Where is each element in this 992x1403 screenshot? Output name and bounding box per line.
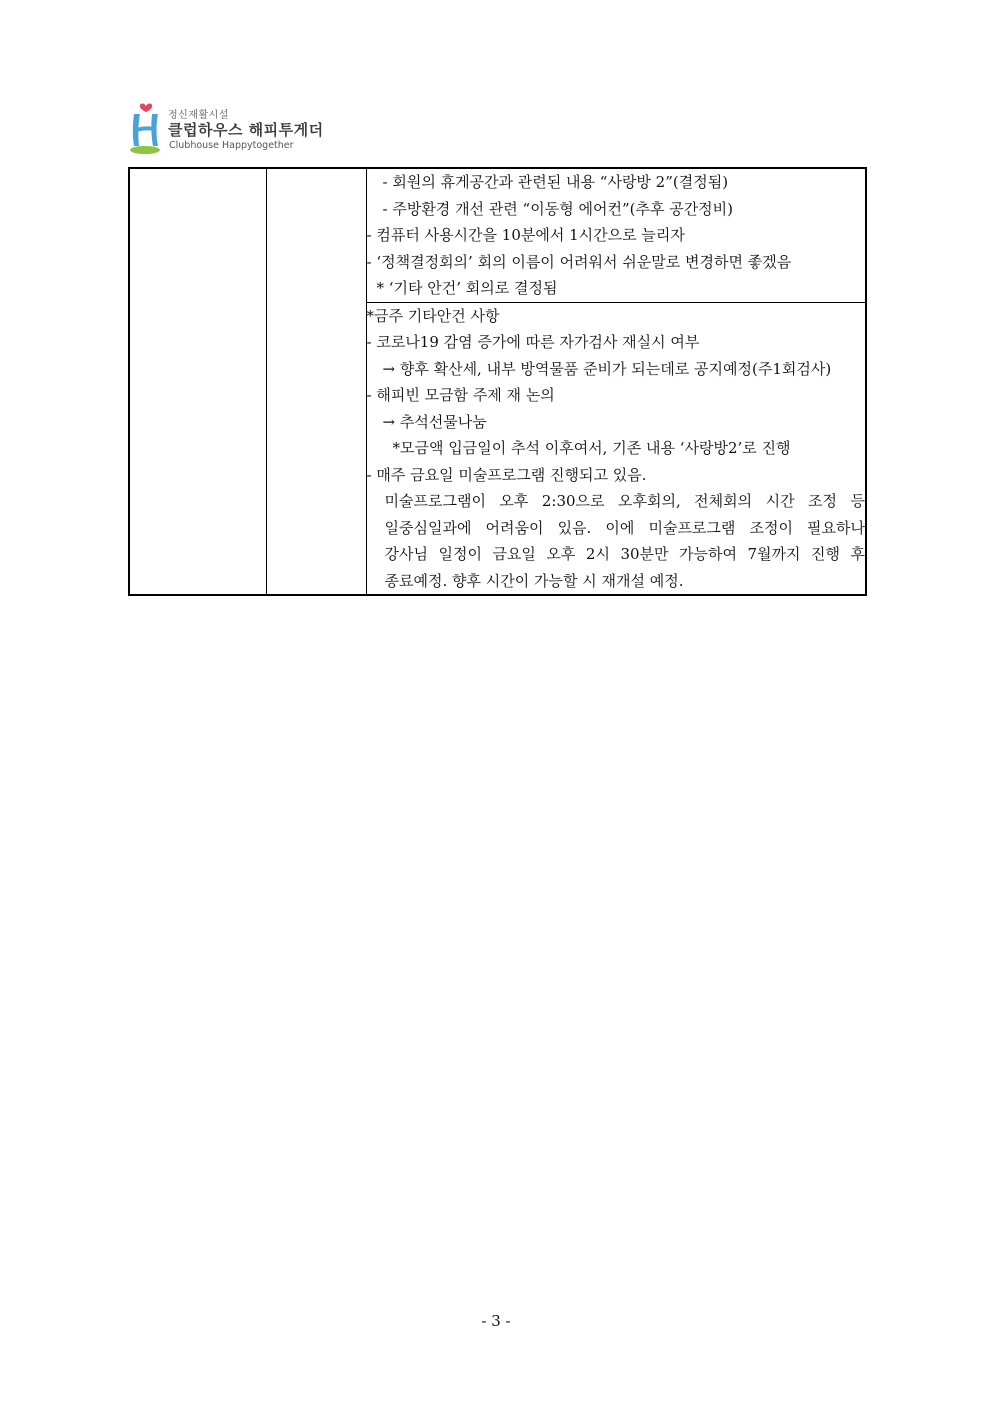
paragraph-line: 미술프로그램이 오후 2:30으로 오후회의, 전체회의 시간 조정 등 bbox=[384, 492, 865, 510]
list-item: - 주방환경 개선 관련 “이동형 에어컨”(추후 공간정비) bbox=[382, 199, 734, 218]
happytogether-logo-icon bbox=[128, 100, 168, 156]
list-item: → 추석선물나눔 bbox=[382, 412, 487, 431]
paragraph-line: 종료예정. 향후 시간이 가능할 시 재개설 예정. bbox=[384, 571, 684, 590]
decisions-cell bbox=[366, 168, 866, 302]
list-item: - ‘정책결정회의’ 회의 이름이 어려워서 쉬운말로 변경하면 좋겠음 bbox=[366, 252, 792, 271]
paragraph-line: 일중심일과에 어려움이 있음. 이에 미술프로그램 조정이 필요하나 bbox=[384, 518, 865, 537]
list-item: - 해피빈 모금함 주제 재 논의 bbox=[366, 386, 555, 404]
empty-cell-subcategory bbox=[266, 168, 366, 595]
table-row bbox=[129, 168, 866, 302]
list-item: *모금액 입금일이 추석 이후여서, 기존 내용 ‘사랑방2’로 진행 bbox=[392, 439, 791, 457]
list-item: - 컴퓨터 사용시간을 10분에서 1시간으로 늘리자 bbox=[366, 226, 685, 244]
empty-cell-category bbox=[129, 168, 266, 595]
logo-title: 클럽하우스 해피투게더 bbox=[168, 121, 324, 139]
page-number: - 3 - bbox=[481, 1312, 511, 1330]
other-agenda-cell bbox=[366, 302, 866, 595]
logo-subtitle: 정신재활시설 bbox=[168, 110, 229, 121]
logo-english-name: Clubhouse Happytogether bbox=[169, 140, 294, 151]
list-item: - 회원의 휴게공간과 관련된 내용 “사랑방 2”(결정됨) bbox=[382, 173, 729, 191]
list-item: → 향후 확산세, 내부 방역물품 준비가 되는데로 공지예정(주1회검사) bbox=[382, 359, 832, 378]
list-item: - 코로나19 감염 증가에 따른 자가검사 재실시 여부 bbox=[366, 333, 700, 351]
clubhouse-logo bbox=[128, 100, 348, 160]
paragraph-line: 강사님 일정이 금요일 오후 2시 30분만 가능하여 7월까지 진행 후 bbox=[384, 545, 865, 563]
section-heading: *금주 기타안건 사항 bbox=[366, 306, 500, 325]
list-item: * ‘기타 안건’ 회의로 결정됨 bbox=[376, 279, 558, 297]
minutes-table bbox=[128, 167, 867, 596]
list-item: - 매주 금요일 미술프로그램 진행되고 있음. bbox=[366, 465, 647, 484]
